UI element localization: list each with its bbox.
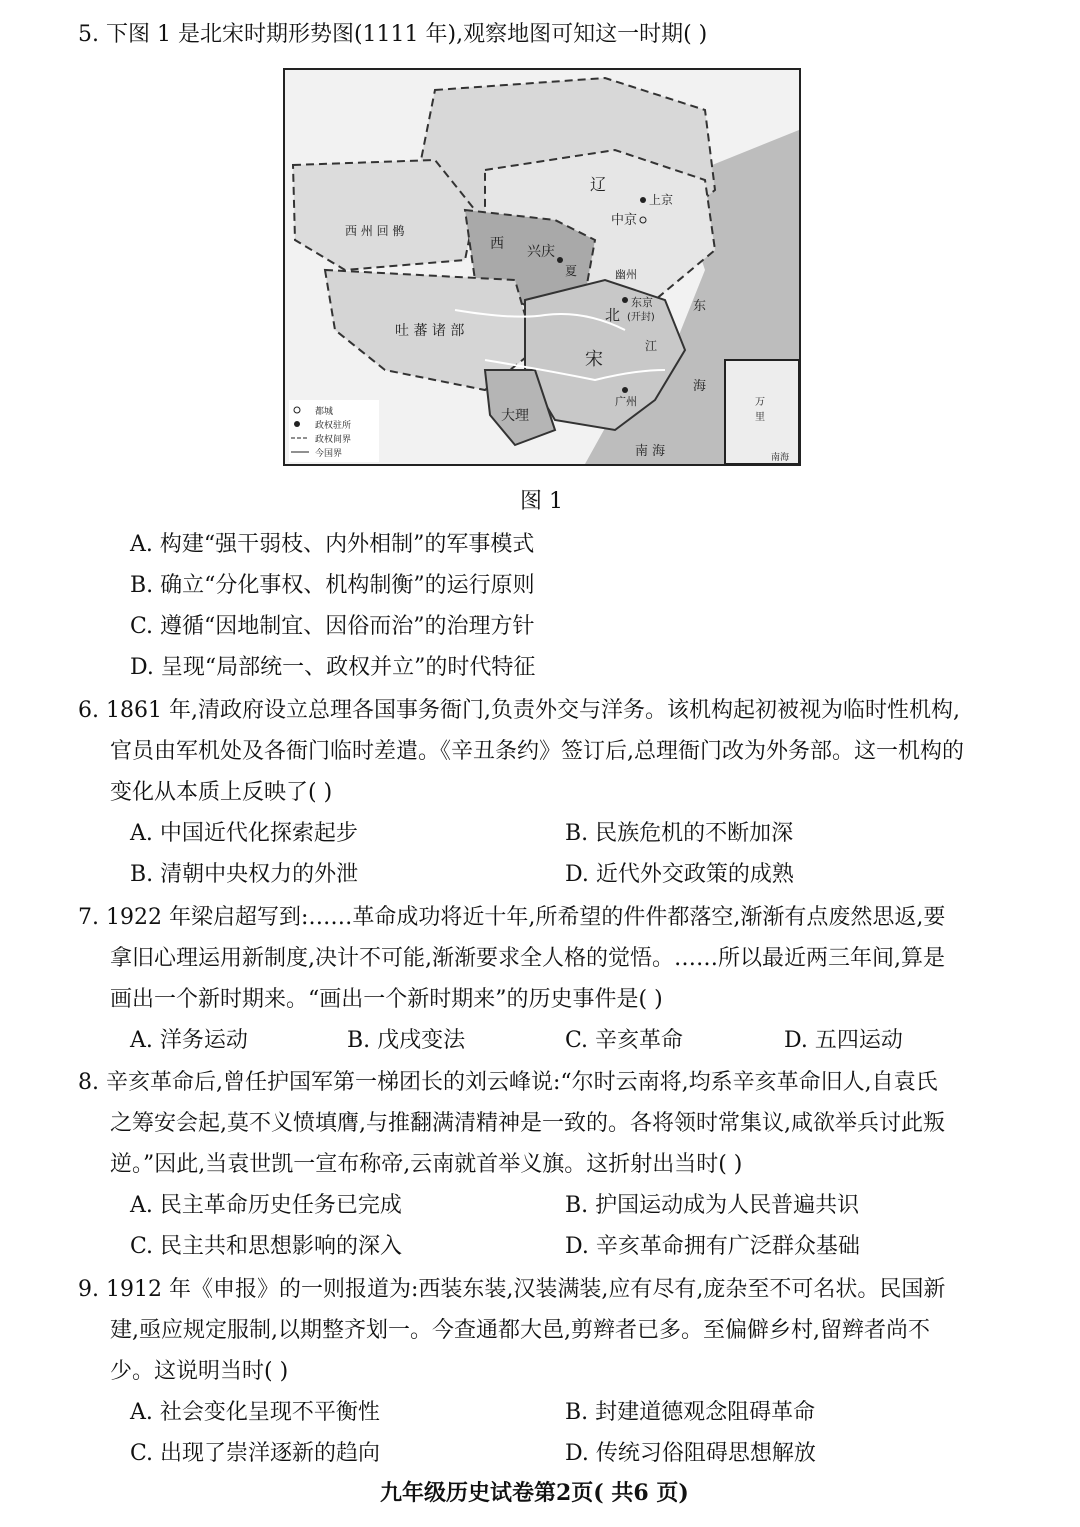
q6-option-a: A. 中国近代化探索起步 [130, 821, 358, 846]
q8-option-b: B. 护国运动成为人民普遍共识 [565, 1193, 860, 1218]
label-inset-li: 里 [755, 412, 765, 423]
q7-option-a: A. 洋务运动 [130, 1028, 248, 1053]
q9-option-d: D. 传统习俗阻碍思想解放 [565, 1441, 816, 1466]
legend-national-border: 今国界 [315, 449, 343, 459]
q5-option-b: B. 确立“分化事权、机构制衡”的运行原则 [130, 573, 535, 598]
label-zhongjing: 中京 [611, 213, 638, 228]
q5-option-d: D. 呈现“局部统一、政权并立”的时代特征 [130, 655, 536, 680]
label-bei: 北 [605, 306, 621, 324]
q9-line-1: 9. 1912 年《申报》的一则报道为:西装东装,汉装满装,应有尽有,庞杂至不可名状。民国新 [78, 1277, 946, 1302]
page-footer: 九年级历史试卷第2页( 共6 页) [380, 1480, 689, 1506]
q5-option-c: C. 遵循“因地制宜、因俗而治”的治理方针 [130, 614, 535, 639]
legend-border: 政权间界 [315, 435, 352, 445]
label-xi: 西 [490, 236, 504, 252]
label-inset-wan: 万 [755, 397, 765, 408]
label-xizhou-huihu: 西 州 回 鹘 [345, 224, 405, 238]
q8-line-2: 之筹安会起,莫不义愤填膺,与推翻满清精神是一致的。各将领时常集议,咸欲举兵讨此叛 [110, 1111, 945, 1136]
label-song: 宋 [585, 349, 603, 370]
label-youzhou: 幽州 [615, 268, 637, 281]
q9-option-b: B. 封建道德观念阻碍革命 [565, 1400, 816, 1425]
map-figure [285, 70, 799, 464]
song-period-map [283, 68, 801, 466]
label-dongjing: 东京 [631, 296, 653, 309]
q9-option-c: C. 出现了崇洋逐新的趋向 [130, 1441, 381, 1466]
q8-option-a: A. 民主革命历史任务已完成 [130, 1193, 402, 1218]
q6-option-d: D. 近代外交政策的成熟 [565, 862, 794, 887]
q9-option-a: A. 社会变化呈现不平衡性 [130, 1400, 380, 1425]
label-liao: 辽 [590, 175, 607, 194]
q8-option-d: D. 辛亥革命拥有广泛群众基础 [565, 1234, 860, 1259]
label-kaifeng: (开封) [627, 312, 655, 323]
q6-line-2: 官员由军机处及各衙门临时差遣。《辛丑条约》签订后,总理衙门改为外务部。这一机构的 [110, 739, 964, 764]
q6-line-3: 变化从本质上反映了( ) [110, 780, 333, 805]
label-donghai-1: 东 [693, 299, 707, 314]
figure-caption: 图 1 [520, 489, 563, 514]
label-shangjing: 上京 [649, 193, 674, 207]
q6-line-1: 6. 1861 年,清政府设立总理各国事务衙门,负责外交与洋务。该机构起初被视为临时性机构, [78, 698, 960, 723]
label-xia: 夏 [565, 264, 578, 278]
q9-line-3: 少。这说明当时( ) [110, 1359, 289, 1384]
q7-option-b: B. 戊戌变法 [347, 1028, 466, 1053]
q8-option-c: C. 民主共和思想影响的深入 [130, 1234, 403, 1259]
label-nanhai: 南 海 [635, 444, 666, 459]
q7-option-c: C. 辛亥革命 [565, 1028, 684, 1053]
q7-line-2: 拿旧心理运用新制度,决计不可能,渐渐要求全人格的觉悟。……所以最近两三年间,算是 [110, 946, 945, 971]
label-dali: 大理 [501, 408, 529, 424]
label-jiang: 江 [645, 339, 658, 353]
label-inset-nanhai: 南海 [771, 453, 790, 463]
q6-option-c: B. 清朝中央权力的外泄 [130, 862, 359, 887]
q5-option-a: A. 构建“强干弱枝、内外相制”的军事模式 [130, 532, 535, 557]
label-xingqing: 兴庆 [527, 244, 555, 260]
legend-capital: 都城 [315, 407, 334, 417]
label-guangzhou: 广州 [615, 395, 637, 408]
q7-line-1: 7. 1922 年梁启超写到:……革命成功将近十年,所希望的件件都落空,渐渐有点废然思返,要 [78, 905, 946, 930]
label-donghai-2: 海 [693, 379, 707, 394]
label-tubo: 吐 蕃 诸 部 [395, 323, 465, 339]
q6-option-b: B. 民族危机的不断加深 [565, 821, 794, 846]
q5-stem: 5. 下图 1 是北宋时期形势图(1111 年),观察地图可知这一时期( ) [78, 22, 708, 47]
q8-line-1: 8. 辛亥革命后,曾任护国军第一梯团长的刘云峰说:“尔时云南将,均系辛亥革命旧人,自袁氏 [78, 1070, 938, 1095]
q9-line-2: 建,亟应规定服制,以期整齐划一。今查通都大邑,剪辫者已多。至偏僻乡村,留辫者尚不 [110, 1318, 930, 1343]
q7-option-d: D. 五四运动 [784, 1028, 903, 1053]
q7-line-3: 画出一个新时期来。“画出一个新时期来”的历史事件是( ) [110, 987, 663, 1012]
legend-seat: 政权驻所 [315, 421, 352, 431]
q8-line-3: 逆。”因此,当袁世凯一宣布称帝,云南就首举义旗。这折射出当时( ) [110, 1152, 743, 1177]
